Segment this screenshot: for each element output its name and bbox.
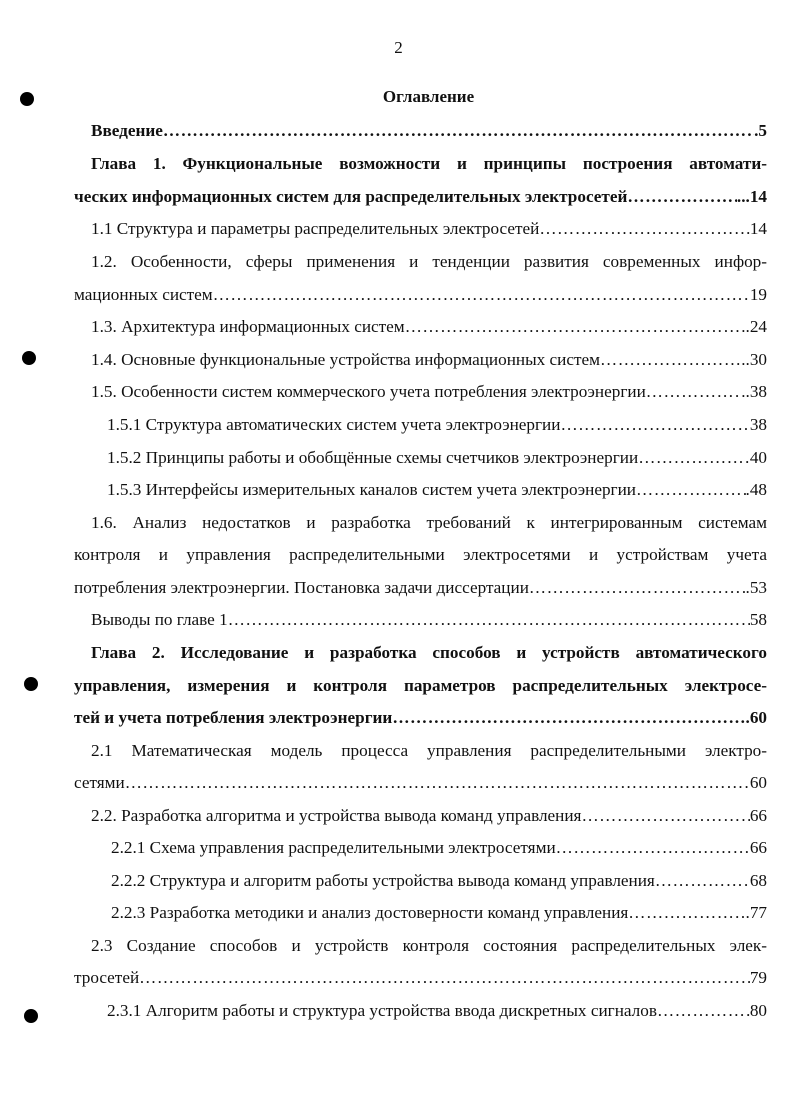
toc-entry-1-2-cont[interactable]: мационных систем ………………………………………………………………………………………………………………………………………………………… 19 [74, 281, 767, 309]
toc-entry-1-6[interactable]: 1.6. Анализ недостатков и разработка требований к интегрированным системам [91, 513, 767, 532]
page-number: 2 [394, 38, 403, 57]
binder-hole [24, 1009, 38, 1023]
binder-hole [24, 677, 38, 691]
toc-entry-2-1-cont[interactable]: сетями ………………………………………………………………………………………………………………………………………………………… 60 [74, 769, 767, 797]
toc-entry-2-1[interactable]: 2.1 Математическая модель процесса управления распределительными электро- [91, 741, 767, 760]
toc-entry-2-3[interactable]: 2.3 Создание способов и устройств контроля состояния распределительных элек- [91, 936, 767, 955]
toc-entry-chapter-2-cont2[interactable]: тей и учета потребления электроэнергии ………………………………………………………………………………………………………………………………………………………… .60 [74, 704, 767, 732]
toc-title: Оглавление [382, 87, 475, 106]
toc-entry-1-3[interactable]: 1.3. Архитектура информационных систем ………………………………………………………………………………………………………………………………………………………… ..24 [91, 313, 767, 341]
toc-entry-1-5-2[interactable]: 1.5.2 Принципы работы и обобщённые схемы счетчиков электроэнергии ………………………………………………………………………………………………………………………………………………………… 40 [107, 444, 767, 472]
toc-entry-chapter-1[interactable]: Глава 1. Функциональные возможности и принципы построения автомати- [91, 154, 767, 173]
toc-entry-1-1[interactable]: 1.1 Структура и параметры распределительных электросетей ………………………………………………………………………………………………………………………………………………………… 14 [91, 215, 767, 243]
toc-entry-2-2-3[interactable]: 2.2.3 Разработка методики и анализ достоверности команд управления ………………………………………………………………………………………………………………………………………………………… .77 [111, 899, 767, 927]
toc-entry-2-3-1[interactable]: 2.3.1 Алгоритм работы и структура устройства ввода дискретных сигналов ………………………………………………………………………………………………………………………………………………………… 80 [107, 997, 767, 1025]
binder-hole [20, 92, 34, 106]
toc-entry-1-4[interactable]: 1.4. Основные функциональные устройства информационных систем ………………………………………………………………………………………………………………………………………………………… ..30 [91, 346, 767, 374]
toc-entry-1-5-3[interactable]: 1.5.3 Интерфейсы измерительных каналов систем учета электроэнергии ………………………………………………………………………………………………………………………………………………………… .48 [107, 476, 767, 504]
toc-entry-intro[interactable]: Введение ………………………………………………………………………………………………………………………………………………………… .5 [91, 117, 767, 145]
toc-entry-1-2[interactable]: 1.2. Особенности, сферы применения и тенденции развития современных инфор- [91, 252, 767, 271]
toc-entry-chapter-1-cont[interactable]: ческих информационных систем для распределительных электросетей ………………………………………………………………………………………………………………………………………………………… ...14 [74, 183, 767, 211]
toc-entry-2-3-cont[interactable]: тросетей ………………………………………………………………………………………………………………………………………………………… 79 [74, 964, 767, 992]
toc-entry-2-2[interactable]: 2.2. Разработка алгоритма и устройства вывода команд управления ………………………………………………………………………………………………………………………………………………………… 66 [91, 802, 767, 830]
toc-entry-1-5-1[interactable]: 1.5.1 Структура автоматических систем учета электроэнергии ………………………………………………………………………………………………………………………………………………………… 38 [107, 411, 767, 439]
toc-entry-1-6-cont2[interactable]: потребления электроэнергии. Постановка задачи диссертации ………………………………………………………………………………………………………………………………………………………… .53 [74, 574, 767, 602]
toc-entry-2-2-2[interactable]: 2.2.2 Структура и алгоритм работы устройства вывода команд управления ………………………………………………………………………………………………………………………………………………………… 68 [111, 867, 767, 895]
binder-hole [22, 351, 36, 365]
toc-entry-chapter-2-cont[interactable]: управления, измерения и контроля параметров распределительных электросе- [74, 676, 767, 695]
toc-entry-2-2-1[interactable]: 2.2.1 Схема управления распределительными электросетями ………………………………………………………………………………………………………………………………………………………… 66 [111, 834, 767, 862]
toc-entry-conclusions-1[interactable]: Выводы по главе 1 ………………………………………………………………………………………………………………………………………………………… 58 [91, 606, 767, 634]
toc-entry-1-5[interactable]: 1.5. Особенности систем коммерческого учета потребления электроэнергии ………………………………………………………………………………………………………………………………………………………… ..38 [91, 378, 767, 406]
toc-entry-chapter-2[interactable]: Глава 2. Исследование и разработка способов и устройств автоматического [91, 643, 767, 662]
toc-entry-1-6-cont[interactable]: контроля и управления распределительными электросетями и устройствам учета [74, 545, 767, 564]
